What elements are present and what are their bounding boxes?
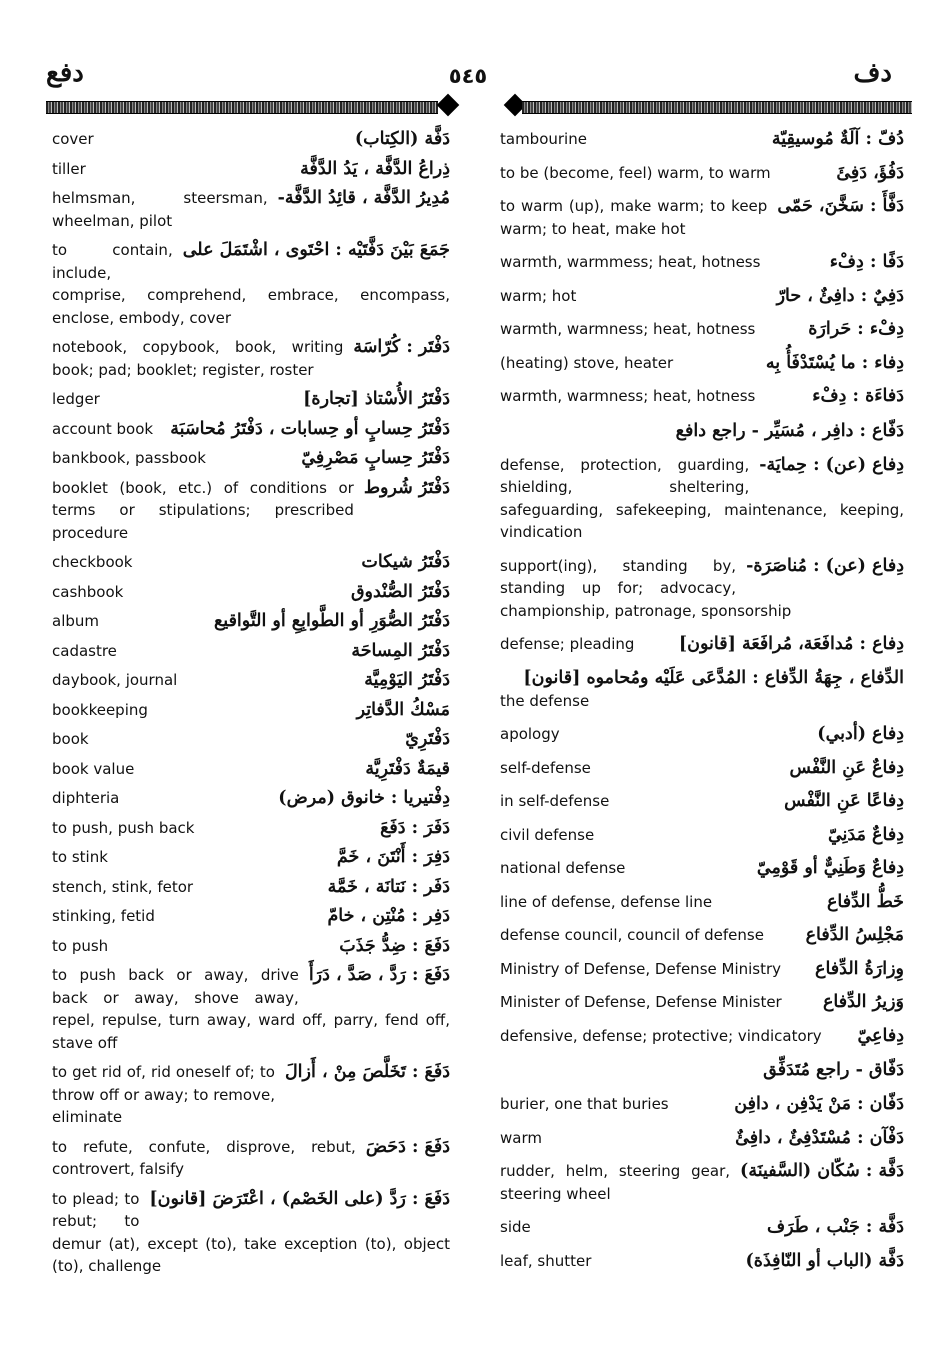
dictionary-entry <box>52 817 450 840</box>
english-definition <box>500 1025 904 1048</box>
english-definition-text: in self-defense <box>500 792 610 810</box>
dictionary-entry <box>52 477 450 545</box>
english-definition <box>500 824 904 847</box>
arabic-headword: دَفّان : مَنْ يَدْفِن ، دافِن <box>734 1094 904 1114</box>
arabic-headword: دَفْتَرُ حِسابٍ أو حِسابات ، دَفْتَرُ مُحاسَبَة <box>170 418 450 439</box>
arabic-headword: دَفَّة (الكِتاب) <box>354 129 450 149</box>
arabic-headword: دَفْتَر : كُرّاسَة <box>353 337 450 357</box>
dictionary-entry <box>500 633 904 656</box>
english-definition-text: tambourine <box>500 130 587 148</box>
english-definition <box>52 128 450 151</box>
dictionary-entry <box>52 610 450 633</box>
english-definition <box>52 447 450 470</box>
english-definition <box>52 935 450 958</box>
running-head-left: دفع <box>46 58 84 88</box>
english-definition <box>52 1188 450 1278</box>
english-definition <box>52 610 450 633</box>
english-definition-text: album <box>52 612 99 630</box>
dictionary-entry <box>500 824 904 847</box>
english-definition <box>52 1136 450 1181</box>
dictionary-entry <box>500 924 904 947</box>
arabic-headword: خَطُّ الدِّفاع <box>826 891 904 912</box>
arabic-headword: دَفُؤَ، دَفِئَ <box>836 162 904 183</box>
dictionary-entry <box>500 1250 904 1273</box>
arabic-headword: دَفْتَرُ شُروط <box>363 477 450 498</box>
arabic-cross-reference: دَفّاق - راجع مُتَدَفِّق <box>763 1060 904 1080</box>
dictionary-entry <box>52 418 450 441</box>
arabic-headword: جَمَعَ بَيْنَ دَفَّتَيْه : احْتَوى ، اشْتَمَلَ على <box>182 240 450 260</box>
arabic-headword: دَفَر : نَتانَة ، خَمَّة <box>327 876 450 897</box>
dictionary-entry <box>500 1160 904 1205</box>
arabic-headword: دَفْتَرُ الصُّنْدوق <box>350 581 450 602</box>
arabic-headword: دَفًا : دِفْء <box>829 252 904 272</box>
english-definition <box>52 876 450 899</box>
dictionary-entry <box>52 846 450 869</box>
english-definition <box>500 555 904 623</box>
arabic-headword: دَفِر : مُنْتِن ، خامّ <box>327 906 450 926</box>
dictionary-entry <box>52 551 450 574</box>
dictionary-entry <box>52 728 450 751</box>
english-definition-text: tiller <box>52 159 86 178</box>
english-definition <box>500 891 904 914</box>
english-definition <box>52 239 450 329</box>
dictionary-entry <box>500 352 904 375</box>
english-definition-text: cadastre <box>52 641 117 660</box>
english-definition-text: checkbook <box>52 553 133 571</box>
dictionary-entry <box>52 669 450 692</box>
arabic-headword: دَفَعَ : دَحَضَ <box>365 1136 450 1157</box>
dictionary-entry <box>52 640 450 663</box>
arabic-headword: دَفْتَرُ المِساحَة <box>351 640 450 661</box>
dictionary-entry <box>500 757 904 780</box>
english-definition <box>500 667 904 713</box>
arabic-headword: دَفْتَرُ اليَوْمِيَّة <box>364 670 450 690</box>
english-definition-text: the defense <box>500 691 590 710</box>
dictionary-entry <box>500 251 904 274</box>
arabic-headword: دِفاء : ما يُسْتَدْفَأُ بِه <box>765 352 904 373</box>
english-definition <box>52 817 450 840</box>
dictionary-entry <box>500 385 904 408</box>
english-definition-text: to push <box>52 936 109 955</box>
dictionary-entry <box>52 787 450 810</box>
english-definition <box>500 352 904 375</box>
english-definition <box>52 418 450 441</box>
dictionary-entry <box>500 857 904 880</box>
arabic-headword: مُدِيرُ الدَّفَّة ، قائِدُ الدَّفَّة- <box>277 188 450 208</box>
english-definition-text: ledger <box>52 390 100 408</box>
english-definition-text: self-defense <box>500 758 591 777</box>
english-definition <box>52 758 450 781</box>
english-definition-text: to stink <box>52 848 108 866</box>
english-definition-text: booklet (book, etc.) of conditions or terms or stipulations; prescribed procedure <box>52 478 354 542</box>
arabic-headword: دِفاعٌ عَنِ النَّفْس <box>789 757 904 778</box>
english-definition-text: daybook, journal <box>52 671 178 689</box>
english-definition-text: stinking, fetid <box>52 907 155 925</box>
arabic-headword: الدِّفاع ، جِهَةُ الدِّفاع : المُدَّعَى عَلَيْه ومُحاموه [قانون] <box>523 667 904 688</box>
arabic-headword: دَفَعَ : رَدَّ ، صَدَّ ، دَرَأَ <box>308 965 450 985</box>
english-definition-text: diphteria <box>52 789 120 807</box>
english-definition-text: defense, protection, guarding, shielding, sheltering, safeguarding, safekeeping, maintenance, keeping, vindication <box>500 455 904 541</box>
english-definition-text: to push back or away, drive back or away, shove away, repel, repulse, turn away, ward off, parry, fend off, stave off <box>52 966 450 1052</box>
english-definition-text: to refute, confute, disprove, rebut, controvert, falsify <box>52 1137 356 1178</box>
english-definition-text: leaf, shutter <box>500 1251 592 1270</box>
english-definition-text: warmth, warmmess; heat, hotness <box>500 253 761 271</box>
english-definition <box>52 1061 450 1129</box>
english-definition <box>500 195 904 240</box>
english-definition <box>52 158 450 181</box>
arabic-headword: دِفْتيريا : خانوق (مرض) <box>278 788 450 808</box>
arabic-headword: وَزيرُ الدِّفاع <box>822 992 904 1012</box>
english-definition <box>52 551 450 574</box>
dictionary-entry <box>500 128 904 151</box>
dictionary-entry <box>52 388 450 411</box>
arabic-headword: دَفَّة (الباب أو النّافِذَة) <box>745 1250 904 1271</box>
dictionary-entry <box>52 581 450 604</box>
dictionary-entry <box>52 1136 450 1181</box>
dictionary-entry <box>500 195 904 240</box>
english-definition-text: stench, stink, fetor <box>52 877 194 896</box>
arabic-headword: ذِراعُ الدَّفَّة ، يَدُ الدَّفَّة <box>300 158 450 179</box>
english-definition-text: helmsman, steersman, wheelman, pilot <box>52 189 268 230</box>
english-definition <box>52 728 450 751</box>
english-definition <box>52 477 450 545</box>
english-definition <box>500 723 904 746</box>
english-definition <box>52 187 450 232</box>
arabic-headword: دَفْتَرُ الصُّوَرِ أو الطَّوابِعِ أو التَّواقيع <box>213 611 450 631</box>
arabic-headword: دَفْتَرِيّ <box>405 729 450 749</box>
english-definition <box>52 787 450 810</box>
arabic-headword: دِفْء : حَرارَة <box>808 319 904 339</box>
english-definition-text: book value <box>52 759 135 778</box>
english-definition <box>500 1127 904 1150</box>
english-definition-text: to warm (up), make warm; to keep warm; to heat, make hot <box>500 197 768 238</box>
diamond-ornament-left <box>437 94 460 117</box>
english-definition <box>500 251 904 274</box>
english-definition-text: notebook, copybook, book, writing book; pad; booklet; register, roster <box>52 338 344 379</box>
english-definition <box>52 640 450 663</box>
arabic-headword: دَفِرَ : أَنْتَنَ ، خَمَّ <box>336 847 450 867</box>
dictionary-entry <box>52 905 450 928</box>
arabic-headword: دَفَعَ : تَخَلَّصَ مِنْ ، أَزالَ <box>284 1062 450 1082</box>
english-definition-text: side <box>500 1218 531 1236</box>
english-definition <box>500 633 904 656</box>
dictionary-entry <box>500 419 904 443</box>
dictionary-entry <box>500 1058 904 1082</box>
english-definition <box>52 336 450 381</box>
english-definition <box>500 162 904 185</box>
english-definition <box>500 1216 904 1239</box>
english-definition-text: to get rid of, rid oneself of; to throw off or away; to remove, eliminate <box>52 1063 275 1126</box>
arabic-headword: دَفَعَ : رَدَّ (على الخَصْم) ، اعْتَرَضَ [قانون] <box>149 1188 450 1209</box>
english-definition <box>500 385 904 408</box>
header-rule-right <box>522 101 912 114</box>
arabic-headword: دَفَّة : سُكّان (السَّفينَة) <box>740 1161 904 1181</box>
english-definition-text: warm; hot <box>500 286 577 305</box>
arabic-headword: دَفِيٌ : دافِئٌ ، حارّ <box>776 285 904 306</box>
dictionary-entry <box>52 187 450 232</box>
english-definition-text: to plead; to rebut; to demur (at), except (to), take exception (to), object (to), challenge <box>52 1189 450 1275</box>
arabic-headword: دَفَّأَ : سَخَّنَ، حَمّى <box>777 196 904 216</box>
arabic-headword: دِفاعٌ مَدَنِيّ <box>827 824 904 845</box>
english-definition <box>52 581 450 604</box>
arabic-headword: مَجْلِسُ الدِّفاع <box>805 925 904 945</box>
english-definition-text: to push, push back <box>52 818 195 837</box>
english-definition <box>500 1250 904 1273</box>
arabic-headword: دِفاعِيّ <box>857 1025 904 1046</box>
english-definition <box>52 388 450 411</box>
dictionary-entry <box>500 991 904 1014</box>
arabic-headword: دَفْتَرُ الأُسْتاذ [تجارة] <box>303 389 450 409</box>
english-definition <box>500 285 904 308</box>
dictionary-entry <box>52 128 450 151</box>
dictionary-entry <box>500 285 904 308</box>
english-definition-text: national defense <box>500 859 626 877</box>
english-definition-text: defense council, council of defense <box>500 926 764 944</box>
arabic-headword: دَفاءَة : دِفْء <box>812 386 904 406</box>
arabic-headword: قيمَةٌ دَفْتَرِيَّة <box>365 758 450 779</box>
dictionary-entry <box>500 667 904 713</box>
dictionary-entry <box>52 447 450 470</box>
dictionary-entry <box>500 891 904 914</box>
english-definition-text: burier, one that buries <box>500 1095 669 1113</box>
english-definition <box>52 905 450 928</box>
arabic-headword: دَفْتَرُ حِسابٍ مَصْرِفِيّ <box>301 448 450 468</box>
dictionary-entry <box>500 1216 904 1239</box>
dictionary-entry <box>500 790 904 813</box>
dictionary-entry <box>500 723 904 746</box>
english-definition <box>500 318 904 341</box>
arabic-headword: دِفاع (أدبي) <box>817 724 904 744</box>
english-definition-text: bookkeeping <box>52 700 148 719</box>
dictionary-entry <box>500 318 904 341</box>
dictionary-entry <box>52 964 450 1054</box>
english-definition <box>500 790 904 813</box>
running-head-right: دف <box>853 58 892 88</box>
english-definition-text: line of defense, defense line <box>500 892 713 911</box>
english-definition-text: warmth, warmness; heat, hotness <box>500 320 756 338</box>
arabic-headword: دَفْآن : مُسْتَدْفِئٌ ، دافِئٌ <box>735 1127 904 1148</box>
header-rule-left <box>46 101 438 114</box>
dictionary-entry <box>500 454 904 544</box>
arabic-headword: دَفْتَرُ شيكات <box>361 552 450 572</box>
left-column <box>52 128 450 1285</box>
english-definition <box>52 669 450 692</box>
english-definition-text: defense; pleading <box>500 635 635 653</box>
dictionary-entry <box>52 1061 450 1129</box>
dictionary-entry <box>52 239 450 329</box>
english-definition-text: (heating) stove, heater <box>500 353 674 372</box>
english-definition <box>52 699 450 722</box>
english-definition <box>500 128 904 151</box>
right-column <box>500 128 904 1283</box>
dictionary-entry <box>500 958 904 981</box>
dictionary-entry <box>52 935 450 958</box>
english-definition-text: bankbook, passbook <box>52 449 206 467</box>
english-definition-text: Ministry of Defense, Defense Ministry <box>500 959 782 978</box>
arabic-headword: دَفَعَ : ضِدُّ جَذَبَ <box>339 935 450 956</box>
page-number: ٥٤٥ <box>448 64 488 88</box>
english-definition <box>500 857 904 880</box>
english-definition-text: cashbook <box>52 582 124 601</box>
english-definition-text: support(ing), standing by, standing up for; advocacy, championship, patronage, sponsorship <box>500 556 792 620</box>
dictionary-entry <box>52 336 450 381</box>
english-definition <box>500 757 904 780</box>
english-definition-text: cover <box>52 130 94 148</box>
dictionary-entry <box>52 699 450 722</box>
arabic-headword: دِفاع : مُدافَعَة، مُرافَعَة [قانون] <box>678 634 904 654</box>
dictionary-entry <box>500 1025 904 1048</box>
arabic-headword: دُفّ : آلَةٌ مُوسيقِيّة <box>771 129 904 149</box>
arabic-headword: دِفاع (عن) : حِمايَة- <box>759 454 904 475</box>
dictionary-entry <box>500 1093 904 1116</box>
dictionary-entry <box>52 876 450 899</box>
english-definition-text: apology <box>500 725 560 743</box>
english-definition-text: civil defense <box>500 825 595 844</box>
arabic-headword: دِفاع (عن) : مُناصَرَة- <box>746 555 904 576</box>
english-definition <box>500 1160 904 1205</box>
english-definition <box>500 454 904 544</box>
arabic-headword: مَسْكُ الدَّفاتِر <box>356 699 450 720</box>
english-definition-text: warmth, warmness; heat, hotness <box>500 387 756 405</box>
english-definition <box>52 964 450 1054</box>
english-definition <box>500 991 904 1014</box>
english-definition <box>500 924 904 947</box>
arabic-headword: وِزارَةُ الدِّفاع <box>815 958 904 979</box>
arabic-headword: دِفاعًا عَنِ النَّفْس <box>784 791 904 811</box>
english-definition-text: rudder, helm, steering gear, steering wheel <box>500 1162 731 1203</box>
english-definition-text: Minister of Defense, Defense Minister <box>500 993 782 1011</box>
english-definition-text: warm <box>500 1128 542 1147</box>
english-definition <box>500 958 904 981</box>
dictionary-entry <box>52 1188 450 1278</box>
dictionary-entry <box>500 162 904 185</box>
arabic-headword: دِفاعٌ وَطَنِيٌّ أو قَوْمِيّ <box>756 858 904 878</box>
dictionary-entry <box>500 1127 904 1150</box>
dictionary-entry <box>500 555 904 623</box>
dictionary-entry <box>52 758 450 781</box>
english-definition <box>500 1093 904 1116</box>
english-definition-text: account book <box>52 419 154 438</box>
arabic-headword: دَفَّة : جَنْب ، طَرَف <box>766 1217 904 1237</box>
arabic-cross-reference: دَفّاع : دافِر ، مُسَيِّر - راجع دافع <box>675 420 904 441</box>
english-definition-text: book <box>52 730 89 748</box>
arabic-headword: دَفَرَ : دَفَعَ <box>380 817 450 838</box>
english-definition-text: to contain, include, comprise, comprehend, embrace, encompass, enclose, embody, cover <box>52 241 450 327</box>
english-definition-text: to be (become, feel) warm, to warm <box>500 163 771 182</box>
english-definition-text: defensive, defense; protective; vindicatory <box>500 1026 822 1045</box>
english-definition <box>52 846 450 869</box>
dictionary-entry <box>52 158 450 181</box>
